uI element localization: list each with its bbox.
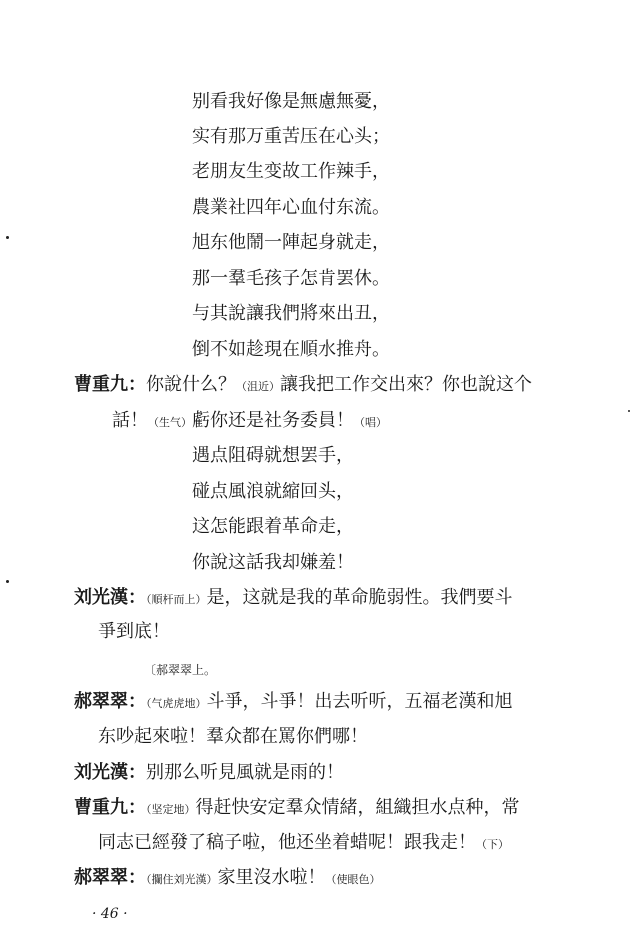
verse-line: 你說这話我却嫌羞！ xyxy=(192,552,354,573)
dialogue-text: 你說什么？ xyxy=(146,374,236,395)
scan-speck xyxy=(6,580,9,583)
scan-speck xyxy=(6,236,9,239)
verse-line: 倒不如趁現在順水推舟。 xyxy=(192,339,390,360)
stage-note: 〔郝翠翠上。 xyxy=(144,663,217,677)
dialogue-liu-2 xyxy=(74,761,344,785)
dialogue-hao-1 xyxy=(74,690,513,716)
stage-direction: （坚定地） xyxy=(146,803,196,816)
speaker-name: 刘光漢： xyxy=(74,762,146,783)
verse-line: 那一羣毛孩子怎肯罢休。 xyxy=(192,268,390,289)
verse-line: 農業社四年心血付东流。 xyxy=(192,197,390,218)
dialogue-hao-1-cont: 东吵起來啦！羣众都在罵你們哪！ xyxy=(98,726,368,747)
stage-direction: （气虎虎地） xyxy=(146,697,207,710)
dialogue-text: 同志已經發了稿子啦，他还坐着蜡呢！跟我走！ xyxy=(98,832,476,853)
stage-direction: （下） xyxy=(476,838,509,851)
dialogue-text: 家里沒水啦！ xyxy=(217,867,326,888)
verse-line: 实有那万重苦压在心头； xyxy=(192,126,390,147)
verse-line: 旭东他鬧一陣起身就走， xyxy=(192,232,390,253)
dialogue-liu-1-cont: 爭到底！ xyxy=(98,621,170,642)
verse-line: 碰点風浪就縮回头， xyxy=(192,481,354,502)
dialogue-text: 讓我把工作交出來？你也說这个 xyxy=(280,374,532,395)
verse-line: 与其說讓我們將來出丑， xyxy=(192,303,390,324)
verse-line: 别看我好像是無慮無憂， xyxy=(192,91,390,112)
speaker-name: 曹重九： xyxy=(74,797,146,818)
speaker-name: 郝翠翠： xyxy=(74,691,146,712)
stage-direction: （沮近） xyxy=(236,380,280,393)
dialogue-text: 是，这就是我的革命脆弱性。我們要斗 xyxy=(206,587,513,608)
dialogue-hao-2 xyxy=(74,866,381,892)
stage-direction: （順杆而上） xyxy=(146,593,207,606)
speaker-name: 郝翠翠： xyxy=(74,867,146,888)
verse-line: 遇点阻碍就想罢手， xyxy=(192,445,354,466)
scan-speck xyxy=(628,410,630,412)
dialogue-cao-1 xyxy=(74,373,532,399)
page-number: · 46 · xyxy=(92,906,128,922)
dialogue-text: 别那么听見風就是雨的！ xyxy=(146,762,344,783)
speaker-name: 刘光漢： xyxy=(74,587,146,608)
verse-line: 这怎能跟着革命走， xyxy=(192,516,354,537)
stage-direction: （生气） xyxy=(148,416,192,429)
dialogue-cao-1-cont xyxy=(112,409,387,435)
dialogue-text: 斗爭，斗爭！出去听听，五福老漢和旭 xyxy=(206,691,513,712)
stage-direction: （使眼色） xyxy=(325,873,381,886)
dialogue-cao-2-cont xyxy=(98,831,509,857)
dialogue-text: 得赶快安定羣众情緒，組織担水点种，常 xyxy=(195,797,520,818)
verse-line: 老朋友生变故工作辣手， xyxy=(192,161,390,182)
dialogue-text: 話！ xyxy=(112,410,148,431)
dialogue-cao-2 xyxy=(74,796,520,822)
dialogue-liu-1 xyxy=(74,586,513,612)
stage-direction: （唱） xyxy=(354,416,387,429)
speaker-name: 曹重九： xyxy=(74,374,146,395)
dialogue-text: 虧你还是社务委員！ xyxy=(192,410,354,431)
stage-direction: （攔住刘光漢） xyxy=(146,873,218,886)
